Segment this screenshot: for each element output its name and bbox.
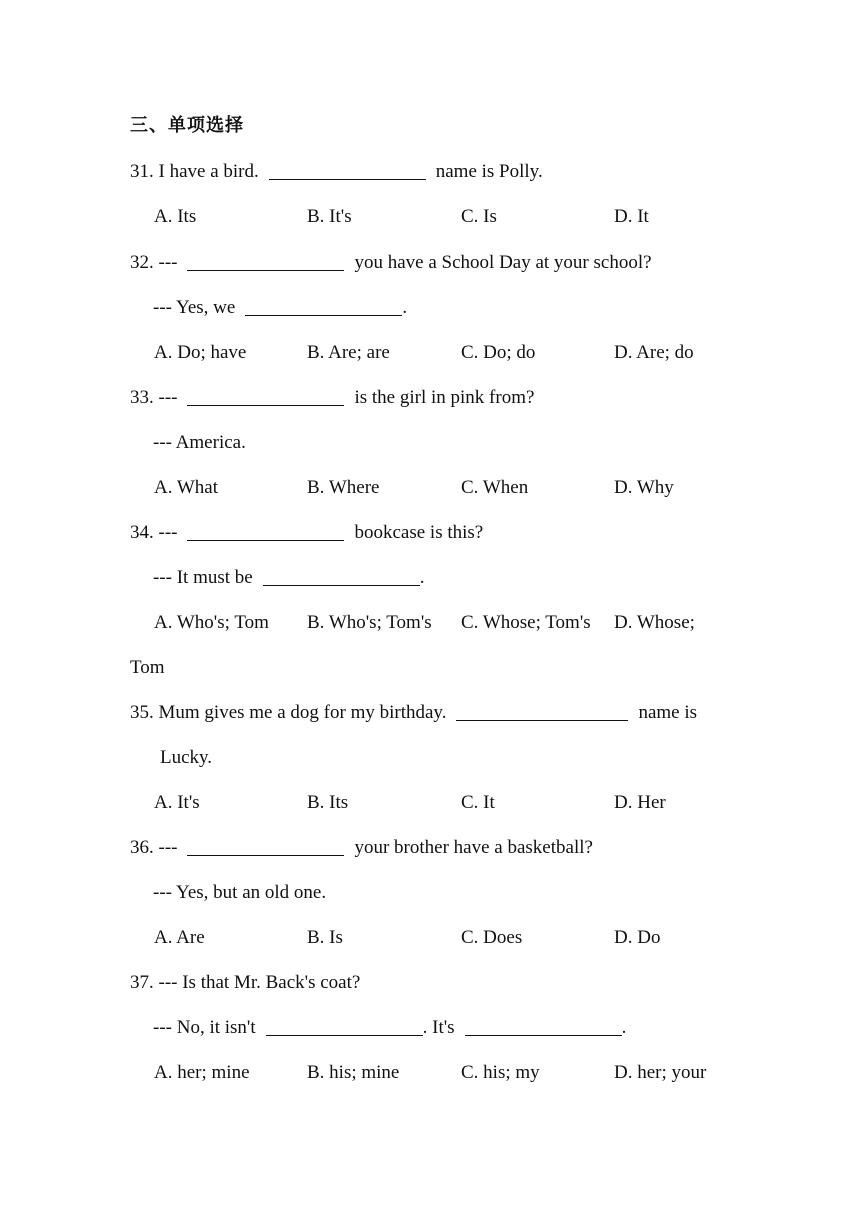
option-34-b[interactable]: B. Who's; Tom's (307, 612, 432, 633)
question-37-reply-stem: --- No, it isn't (153, 1017, 256, 1038)
option-33-d[interactable]: D. Why (614, 477, 674, 498)
question-37-reply-mid: . It's (422, 1017, 455, 1038)
question-33 (130, 386, 534, 410)
question-35-continued: Lucky. (160, 747, 213, 768)
question-32-tail: you have a School Day at your school? (354, 252, 652, 273)
question-33-tail: is the girl in pink from? (354, 387, 535, 408)
option-32-b[interactable]: B. Are; are (307, 342, 390, 363)
answer-blank-35[interactable] (456, 702, 628, 721)
option-34-d-wrap: Tom (130, 657, 165, 678)
question-34 (130, 521, 483, 545)
options-31 (0, 205, 860, 229)
question-32-reply-end: . (402, 297, 408, 318)
option-32-a[interactable]: A. Do; have (154, 342, 247, 363)
option-33-a[interactable]: A. What (154, 477, 219, 498)
question-37: 37. --- Is that Mr. Back's coat? (130, 972, 361, 993)
option-33-b[interactable]: B. Where (307, 477, 380, 498)
option-36-c[interactable]: C. Does (461, 927, 523, 948)
question-31 (130, 160, 543, 184)
option-31-b[interactable]: B. It's (307, 206, 352, 227)
options-33 (0, 476, 860, 500)
option-34-d[interactable]: D. Whose; (614, 612, 695, 633)
question-33-stem: 33. --- (130, 387, 178, 408)
question-36-reply: --- Yes, but an old one. (153, 882, 327, 903)
option-37-c[interactable]: C. his; my (461, 1062, 540, 1083)
option-32-c[interactable]: C. Do; do (461, 342, 536, 363)
answer-blank-31[interactable] (269, 161, 426, 180)
question-37-reply-end: . (621, 1017, 627, 1038)
option-35-d[interactable]: D. Her (614, 792, 666, 813)
question-34-reply-stem: --- It must be (153, 567, 253, 588)
answer-blank-34b[interactable] (263, 567, 420, 586)
options-32 (0, 341, 860, 365)
option-37-a[interactable]: A. her; mine (154, 1062, 250, 1083)
question-32-reply (153, 296, 407, 320)
options-34 (0, 611, 860, 635)
question-31-tail: name is Polly. (435, 161, 543, 182)
options-37 (0, 1061, 860, 1085)
question-35-tail: name is (638, 702, 698, 723)
answer-blank-37a[interactable] (266, 1017, 423, 1036)
option-37-d[interactable]: D. her; your (614, 1062, 707, 1083)
option-35-a[interactable]: A. It's (154, 792, 200, 813)
option-34-c[interactable]: C. Whose; Tom's (461, 612, 591, 633)
question-32 (130, 251, 652, 275)
question-34-reply-end: . (419, 567, 425, 588)
options-35 (0, 791, 860, 815)
answer-blank-37b[interactable] (465, 1017, 622, 1036)
question-36-stem: 36. --- (130, 837, 178, 858)
option-35-c[interactable]: C. It (461, 792, 495, 813)
question-34-stem: 34. --- (130, 522, 178, 543)
question-35-stem: 35. Mum gives me a dog for my birthday. (130, 702, 447, 723)
question-32-reply-stem: --- Yes, we (153, 297, 236, 318)
option-36-a[interactable]: A. Are (154, 927, 205, 948)
question-34-tail: bookcase is this? (354, 522, 484, 543)
option-34-a[interactable]: A. Who's; Tom (154, 612, 269, 633)
answer-blank-32b[interactable] (245, 297, 402, 316)
question-36-tail: your brother have a basketball? (354, 837, 593, 858)
option-31-a[interactable]: A. Its (154, 206, 197, 227)
question-34-reply (153, 566, 424, 590)
option-37-b[interactable]: B. his; mine (307, 1062, 400, 1083)
option-33-c[interactable]: C. When (461, 477, 529, 498)
question-37-reply (153, 1016, 626, 1040)
option-31-d[interactable]: D. It (614, 206, 649, 227)
section-title: 三、单项选择 (130, 115, 244, 136)
option-35-b[interactable]: B. Its (307, 792, 349, 813)
options-36 (0, 926, 860, 950)
question-33-reply: --- America. (153, 432, 246, 453)
question-32-stem: 32. --- (130, 252, 178, 273)
option-36-d[interactable]: D. Do (614, 927, 661, 948)
answer-blank-36[interactable] (187, 837, 344, 856)
answer-blank-32a[interactable] (187, 252, 344, 271)
option-32-d[interactable]: D. Are; do (614, 342, 694, 363)
answer-blank-34a[interactable] (187, 522, 344, 541)
option-36-b[interactable]: B. Is (307, 927, 343, 948)
question-35 (130, 701, 697, 725)
answer-blank-33[interactable] (187, 387, 344, 406)
question-31-stem: 31. I have a bird. (130, 161, 259, 182)
question-36 (130, 836, 593, 860)
option-31-c[interactable]: C. Is (461, 206, 497, 227)
